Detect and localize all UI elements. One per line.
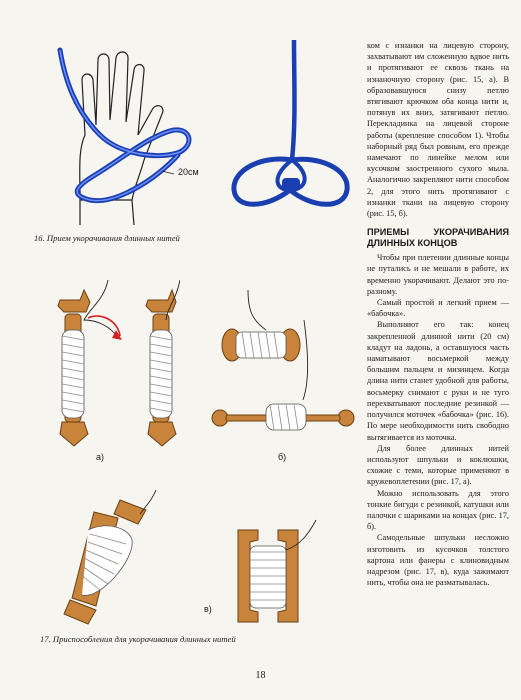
paragraph-3: Самый простой и легкий прием — «бабочка». [367,298,509,319]
figure-17a-label: а) [96,452,105,462]
paragraph-1: ком с изнанки на лицевую сторону, захватывают им сложенную вдвое нить и протягивают ее сквозь ткань на изнаночную сторону (рис. 15, а). В образовавшуюся снизу петлю втягивают крючком оба конца нити и, потянув их вниз, затягивают петлю. Перекладинка на лицевой стороне работы (крепление способом 1). Чтобы наборный ряд был ровным, его прежде намечают по линейке мелом или кусочком заостренного сухого мыла. Аналогично закрепляют нити способом 2, для этого нить протягивают с изнанки ткани на лицевую сторону (рис. 15, б). [367,41,509,219]
figure-17b-curlers [208,290,358,440]
figure-17a-bobbins [40,280,180,450]
figure-16-butterfly-bundle [222,40,357,230]
paragraph-4: Выполняют его так: конец закрепленной длинной нити (20 см) кладут на ладонь, а оставшуюся часть наматывают восьмеркой между большим пальцем и мизинцем. Когда длина нити станет удобной для работы, восьмерку снимают с руки и не туго перехватывают последние резинкой — получился моточек «бабочка» (рис. 16). По мере необходимости нить свободно вытягивается из моточка. [367,320,509,442]
figure-17b-label: б) [278,452,287,462]
figure-16-hand-illustration [40,40,225,225]
paragraph-5: Для более длинных нитей используют шпульки и коклюшки, схожие с теми, которые применяют в кружевоплетении (рис. 17, а). [367,443,509,487]
body-text-column [367,40,509,588]
figure-17c-label: в) [204,604,212,614]
paragraph-6: Можно использовать для этого тонкие бигуди с резинкой, катушки или палочки с шариками на концах (рис. 17, б). [367,488,509,532]
figure-16-caption: 16. Прием укорачивания длинных нитей [34,233,180,243]
figure-17-caption: 17. Приспособления для укорачивания длинных нитей [40,634,236,644]
paragraph-7: Самодельные шпульки несложно изготовить из кусочков толстого картона или фанеры с клиновидным надрезом (рис. 17, в), куда зажимают нить, чтобы она не разматывалась. [367,533,509,588]
page-number: 18 [255,670,266,681]
paragraph-2: Чтобы при плетении длинные концы не путались и не мешали в работе, их временно укорачивают. Делают это по-разному. [367,253,509,296]
measure-label: 20см [178,167,199,177]
section-title: ПРИЕМЫ УКОРАЧИВАНИЯ ДЛИННЫХ КОНЦОВ [367,227,509,249]
